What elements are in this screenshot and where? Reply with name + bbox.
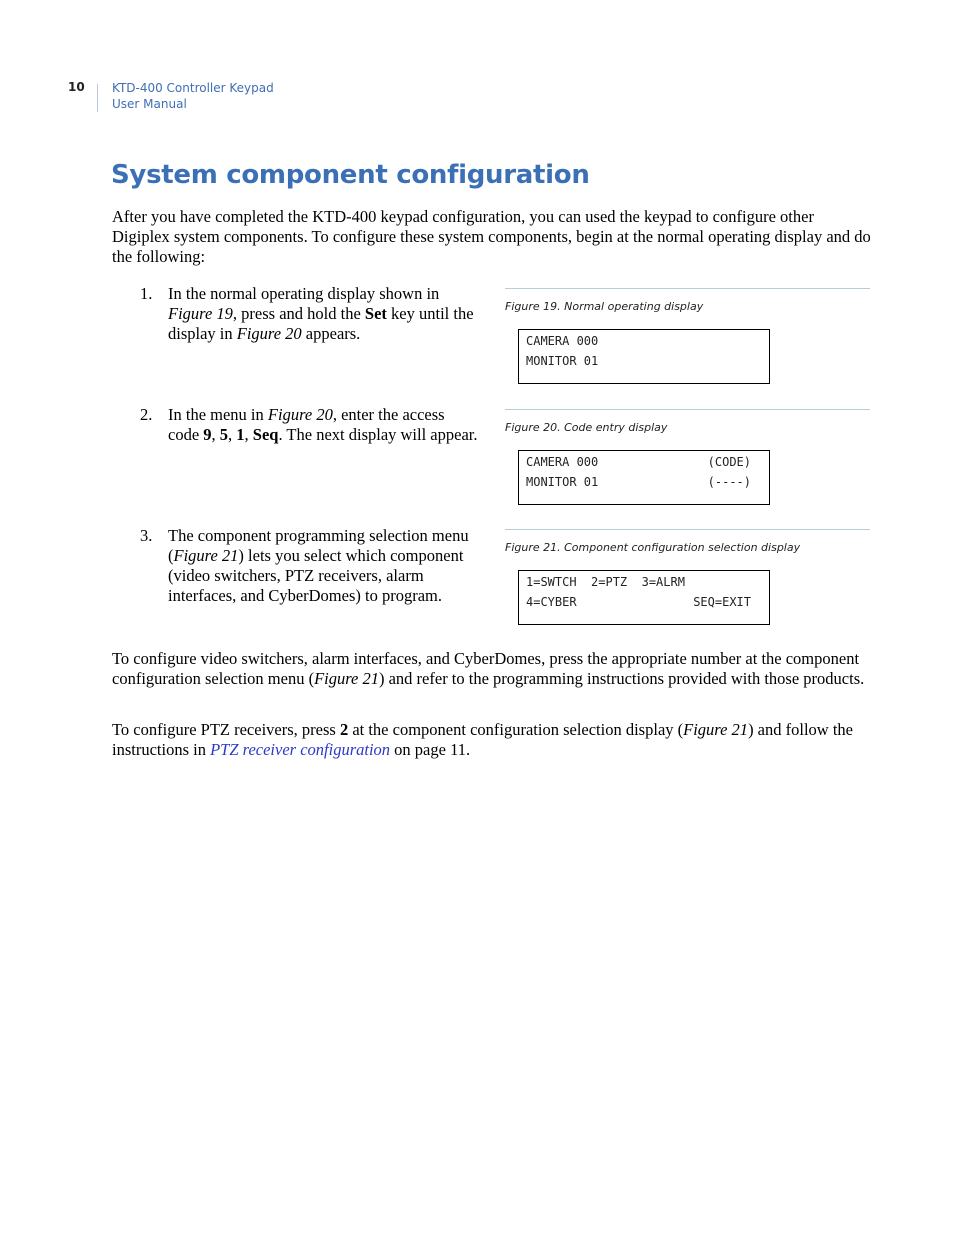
intro-paragraph: After you have completed the KTD-400 keypad configuration, you can used the keypad to configure other Digiplex system components. To configure these system components, begin at the normal operating display and do the following: [112, 207, 871, 266]
header-divider [97, 84, 98, 112]
text: , enter the access code [168, 405, 445, 444]
figure-caption: Figure 21. Component configuration selection display [505, 541, 801, 554]
text: In the normal operating display shown in [168, 284, 440, 303]
lcd-text: (CODE) [707, 455, 751, 469]
key-name: 1 [236, 425, 245, 444]
header-title-block [112, 80, 274, 112]
step-number: 1. [140, 284, 153, 303]
step-text [168, 284, 478, 344]
key-name: 2 [339, 720, 349, 739]
lcd-display [518, 329, 770, 384]
text: ) and follow the instructions in [112, 720, 853, 759]
text: To configure video switchers, alarm interfaces, and CyberDomes, press the appropriate number at the component configuration selection menu ( [112, 649, 860, 688]
text: The component programming selection menu ( [168, 526, 469, 565]
text: at the component configuration selection display ( [348, 720, 684, 739]
figure-ref: Figure 20 [267, 405, 333, 424]
lcd-text: MONITOR 01 [526, 475, 599, 489]
paragraph-other-components [112, 649, 872, 689]
text: , [228, 425, 237, 444]
doc-subtitle: User Manual [112, 97, 187, 111]
text: ) lets you select which component (video switchers, PTZ receivers, alarm interfaces, and CyberDomes) to program. [168, 546, 464, 605]
text: , press and hold the [232, 304, 365, 323]
figure-rule [505, 409, 870, 410]
lcd-text: CAMERA 000 [526, 334, 599, 348]
figure-rule [505, 529, 870, 530]
lcd-text: SEQ=EXIT [693, 595, 751, 609]
key-name: 5 [219, 425, 229, 444]
text: appears. [301, 324, 361, 343]
lcd-line-1 [526, 575, 751, 591]
figure-ref: Figure 21 [314, 669, 379, 688]
ptz-receiver-configuration-link[interactable]: PTZ receiver configuration [210, 740, 391, 759]
lcd-line-1 [526, 334, 751, 350]
text: In the menu in [168, 405, 268, 424]
lcd-line-2 [526, 595, 751, 611]
text: , [244, 425, 253, 444]
page-number: 10 [68, 80, 85, 94]
step-text [168, 526, 478, 606]
lcd-line-2 [526, 354, 751, 370]
key-name: 9 [203, 425, 212, 444]
lcd-text: 4=CYBER [526, 595, 577, 609]
figure-ref: Figure 19 [168, 304, 233, 323]
text: To configure PTZ receivers, press [112, 720, 340, 739]
text: , [211, 425, 220, 444]
figure-21 [505, 529, 870, 609]
figure-20 [505, 409, 870, 489]
text: key until the display in [168, 304, 474, 343]
key-name: Seq [252, 425, 279, 444]
text: . The next display will appear. [278, 425, 478, 444]
step-number: 3. [140, 526, 153, 545]
lcd-line-1 [526, 455, 751, 471]
step-text [168, 405, 478, 445]
lcd-text: CAMERA 000 [526, 455, 599, 469]
lcd-text: (----) [707, 475, 751, 489]
figure-ref: Figure 21 [173, 546, 239, 565]
lcd-text: 1=SWTCH 2=PTZ 3=ALRM [526, 575, 685, 589]
lcd-line-2 [526, 475, 751, 491]
figure-rule [505, 288, 870, 289]
lcd-display [518, 450, 770, 505]
figure-19 [505, 288, 870, 368]
lcd-display [518, 570, 770, 625]
step-number: 2. [140, 405, 153, 424]
doc-title: KTD-400 Controller Keypad [112, 81, 274, 95]
figure-ref: Figure 20 [236, 324, 302, 343]
figure-ref: Figure 21 [683, 720, 749, 739]
text: ) and refer to the programming instructions provided with those products. [378, 669, 865, 688]
lcd-text: MONITOR 01 [526, 354, 599, 368]
figure-caption: Figure 20. Code entry display [505, 421, 668, 434]
figure-caption: Figure 19. Normal operating display [505, 300, 704, 313]
paragraph-ptz [112, 720, 872, 760]
section-title: System component configuration [111, 160, 590, 190]
key-name: Set [364, 304, 387, 323]
text: on page 11. [390, 740, 471, 759]
